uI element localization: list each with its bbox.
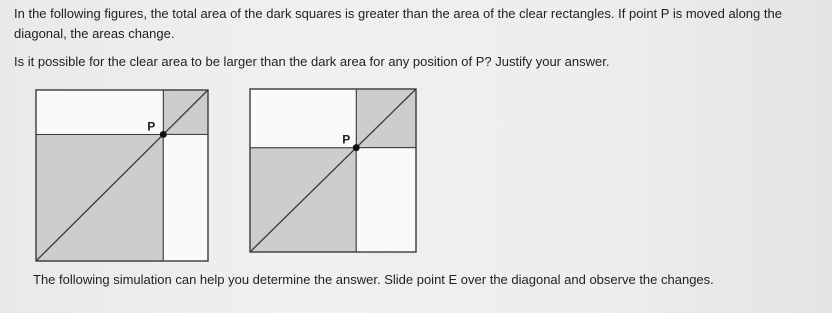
point-p-label: P (147, 119, 156, 134)
simulation-note: The following simulation can help you determine the answer. Slide point E over the diagonal and observe the changes. (33, 272, 714, 287)
figure-1 (35, 89, 209, 263)
figure-2 (249, 88, 417, 253)
clear-rect-right (356, 148, 416, 252)
clear-rect-right (163, 134, 208, 261)
clear-rect-top (36, 90, 163, 134)
question-paragraph: Is it possible for the clear area to be larger than the dark area for any position of P? Justify your answer. (14, 54, 610, 69)
point-p[interactable] (353, 144, 360, 151)
clear-rect-top (250, 89, 356, 148)
point-p[interactable] (160, 131, 167, 138)
point-p-label: P (342, 132, 351, 147)
intro-paragraph: In the following figures, the total area of the dark squares is greater than the area of the clear rectangles. If point P is moved along the diagonal, the areas change. (14, 6, 782, 41)
